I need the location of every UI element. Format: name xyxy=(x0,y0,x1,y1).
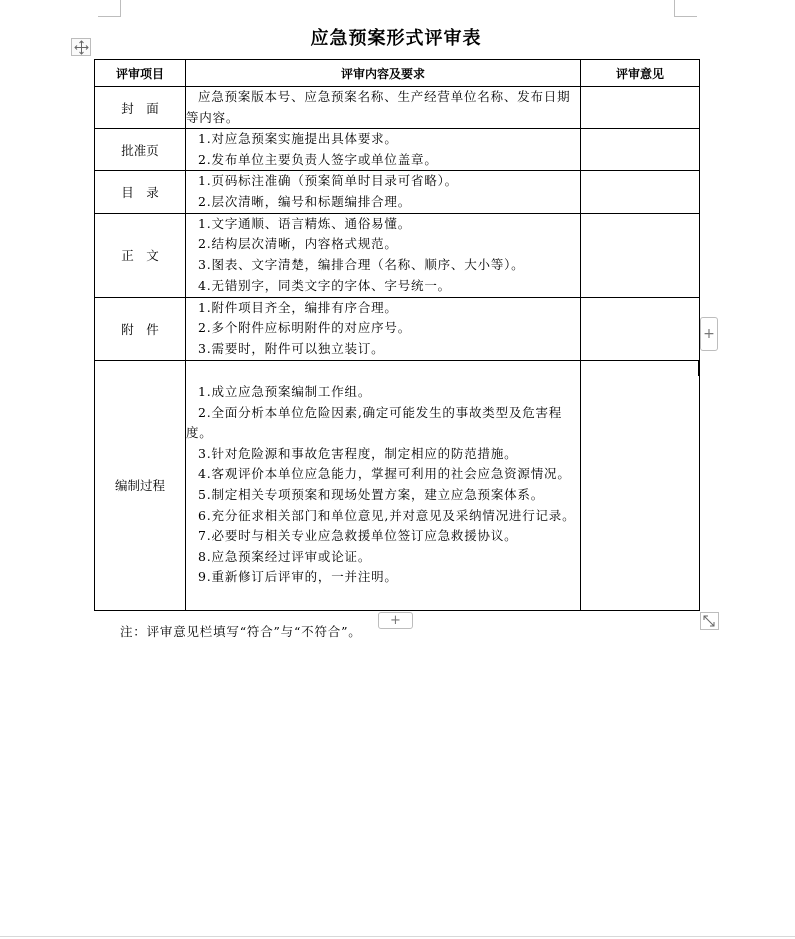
add-row-button[interactable] xyxy=(378,612,413,629)
header-review-item[interactable]: 评审项目 xyxy=(95,60,186,87)
requirement-line: 2.结构层次清晰，内容格式规范。 xyxy=(198,236,398,252)
requirement-line: 1.对应急预案实施提出具体要求。 xyxy=(198,131,398,147)
header-review-opinion[interactable]: 评审意见 xyxy=(581,60,700,87)
review-opinion-cell[interactable] xyxy=(581,171,700,213)
review-item-cell[interactable] xyxy=(95,129,186,171)
review-item-label: 编制过程 xyxy=(114,478,165,494)
page-corner-mark-left xyxy=(98,0,121,17)
document-title: 应急预案形式评审表 xyxy=(310,28,482,49)
requirement-line: 9.重新修订后评审的，一并注明。 xyxy=(198,569,398,585)
table-resize-handle[interactable] xyxy=(700,612,719,630)
table-row xyxy=(95,297,700,360)
move-icon xyxy=(74,40,89,55)
requirement-line: 2.全面分析本单位危险因素,确定可能发生的事故类型及危害程度。 xyxy=(186,404,563,441)
review-content-cell[interactable] xyxy=(186,171,581,213)
table-body xyxy=(95,87,700,611)
review-item-label: 正 文 xyxy=(121,248,159,264)
requirement-line: 2.发布单位主要负责人签字或单位盖章。 xyxy=(198,151,438,167)
review-item-cell[interactable] xyxy=(95,171,186,213)
review-table xyxy=(94,59,700,611)
requirement-line: 4.客观评价本单位应急能力，掌握可利用的社会应急资源情况。 xyxy=(198,466,571,482)
table-row xyxy=(95,87,700,129)
review-item-label: 批准页 xyxy=(121,142,159,158)
plus-icon: + xyxy=(703,326,715,342)
table-move-handle[interactable] xyxy=(71,38,91,56)
requirement-line: 3.需要时，附件可以独立装订。 xyxy=(198,340,385,356)
resize-icon xyxy=(701,613,718,629)
header-review-content[interactable]: 评审内容及要求 xyxy=(186,60,581,87)
review-item-cell[interactable] xyxy=(95,213,186,297)
review-item-label: 封 面 xyxy=(121,100,159,116)
review-opinion-cell[interactable] xyxy=(581,87,700,129)
text-cursor xyxy=(698,360,700,376)
requirement-line: 3.图表、文字清楚，编排合理（名称、顺序、大小等）。 xyxy=(198,257,525,273)
review-content-cell[interactable] xyxy=(186,360,581,610)
requirement-line: 1.页码标注准确（预案简单时目录可省略）。 xyxy=(198,173,458,189)
requirement-line: 2.层次清晰，编号和标题编排合理。 xyxy=(198,193,412,209)
review-opinion-cell[interactable] xyxy=(581,297,700,360)
requirement-line: 1.文字通顺、语言精炼、通俗易懂。 xyxy=(198,215,412,231)
requirement-line: 7.必要时与相关专业应急救援单位签订应急救援协议。 xyxy=(198,528,518,544)
review-item-cell[interactable] xyxy=(95,297,186,360)
page-corner-mark-right xyxy=(674,0,697,17)
table-row xyxy=(95,171,700,213)
requirement-line: 3.针对危险源和事故危害程度，制定相应的防范措施。 xyxy=(198,445,518,461)
footnote: 注：评审意见栏填写“符合”与“不符合”。 xyxy=(120,624,362,639)
review-item-label: 附 件 xyxy=(121,321,159,337)
review-opinion-cell[interactable] xyxy=(581,360,700,610)
review-item-cell[interactable] xyxy=(95,360,186,610)
review-item-cell[interactable] xyxy=(95,87,186,129)
review-content-cell[interactable] xyxy=(186,87,581,129)
add-column-button[interactable] xyxy=(700,317,718,351)
review-opinion-cell[interactable] xyxy=(581,129,700,171)
requirement-line: 应急预案版本号、应急预案名称、生产经营单位名称、发布日期等内容。 xyxy=(186,89,571,125)
review-item-label: 目 录 xyxy=(121,184,159,200)
table-row xyxy=(95,360,700,610)
review-opinion-cell[interactable] xyxy=(581,213,700,297)
requirement-line: 8.应急预案经过评审或论证。 xyxy=(198,548,372,564)
requirement-line: 4.无错别字，同类文字的字体、字号统一。 xyxy=(198,277,451,293)
requirement-line: 1.附件项目齐全，编排有序合理。 xyxy=(198,299,398,315)
review-content-cell[interactable] xyxy=(186,213,581,297)
plus-icon: + xyxy=(390,613,401,628)
requirement-line: 6.充分征求相关部门和单位意见,并对意见及采纳情况进行记录。 xyxy=(198,507,576,523)
review-content-cell[interactable] xyxy=(186,297,581,360)
requirement-line: 5.制定相关专项预案和现场处置方案，建立应急预案体系。 xyxy=(198,487,545,503)
page-bottom-edge xyxy=(0,936,795,937)
review-content-cell[interactable] xyxy=(186,129,581,171)
requirement-line: 2.多个附件应标明附件的对应序号。 xyxy=(198,320,412,336)
table-row xyxy=(95,213,700,297)
requirement-line: 1.成立应急预案编制工作组。 xyxy=(198,384,372,400)
table-row xyxy=(95,129,700,171)
table-header-row xyxy=(95,60,700,87)
